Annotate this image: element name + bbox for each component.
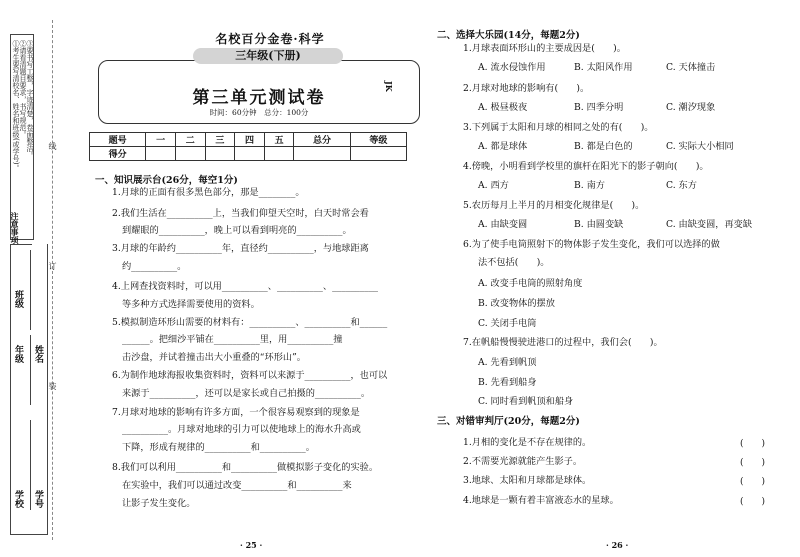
score-cell[interactable] — [264, 147, 294, 161]
s2-q5-option-a: A. 由缺变圆 — [478, 219, 528, 230]
s1-line: 3.月球的年龄约__________年，直径约__________，与地球距离 — [112, 243, 369, 254]
section3-title: 三、对错审判厅(20分，每题2分) — [437, 416, 580, 427]
score-header-cell: 二 — [175, 133, 205, 147]
score-cell[interactable] — [294, 147, 350, 161]
s2-q5-stem: 5.农历每月上半月的月相变化规律是( )。 — [463, 200, 645, 211]
s2-q6-stem-line1: 6.为了使手电筒照射下的物体影子发生变化，我们可以选择的做 — [463, 239, 720, 250]
s2-q2-option-b: B. 四季分明 — [574, 102, 624, 113]
s2-q3-stem: 3.下列属于太阳和月球的相同之处的有( )。 — [463, 122, 654, 133]
s3-item: 2.不需要光源就能产生影子。 — [463, 456, 583, 467]
score-cell[interactable] — [146, 147, 176, 161]
id-label: 学号 — [33, 490, 43, 508]
s2-q2-option-a: A. 极昼极夜 — [478, 102, 528, 113]
s1-line: 8.我们可以利用__________和__________做模拟影子变化的实验。 — [112, 462, 379, 473]
fold-mark-ding: 订 — [48, 262, 57, 270]
score-value-row — [90, 147, 407, 161]
score-header-row — [90, 133, 407, 147]
s2-q4-stem: 4.傍晚，小明看到学校里的旗杆在阳光下的影子朝向( )。 — [463, 161, 709, 172]
s1-line: 来源于__________，还可以是家长或自己拍摄的__________。 — [122, 388, 371, 399]
s2-q3-option-b: B. 都是白色的 — [574, 141, 633, 152]
s2-q4-option-b: B. 南方 — [574, 180, 605, 191]
binding-sidebar — [0, 0, 58, 557]
s2-q6-option-a: A. 改变手电筒的照射角度 — [478, 278, 583, 289]
s2-q2-option-c: C. 潮汐现象 — [666, 102, 716, 113]
time-score: 时间：60分钟 总分：100分 — [209, 108, 309, 117]
s1-line: 5.模拟制造环形山需要的材料有：__________、__________和______ — [112, 317, 388, 328]
class-label: 班级 — [13, 290, 23, 308]
s2-q7-option-a: A. 先看到帆顶 — [478, 357, 537, 368]
s2-q4-option-a: A. 西方 — [478, 180, 509, 191]
fold-mark-zhuang: 装 — [48, 382, 57, 390]
s2-q2-stem: 2.月球对地球的影响有( )。 — [463, 83, 590, 94]
score-cell[interactable] — [235, 147, 265, 161]
page-number-left: · 25 · — [240, 540, 263, 550]
s1-line: 在实验中，我们可以通过改变__________和__________来 — [122, 480, 352, 491]
notice-label: 注意事项 — [10, 212, 20, 244]
score-cell[interactable] — [350, 147, 406, 161]
grade-badge: 三年级(下册) — [193, 48, 343, 64]
s2-q1-option-b: B. 太阳风作用 — [574, 62, 633, 73]
title-box — [98, 60, 420, 124]
s3-answer-paren[interactable]: ( ) — [740, 497, 766, 507]
s2-q4-option-c: C. 东方 — [666, 180, 697, 191]
score-header-cell: 总分 — [294, 133, 350, 147]
score-header-cell: 四 — [235, 133, 265, 147]
s3-item: 4.地球是一颗有着丰富液态水的星球。 — [463, 495, 619, 506]
section1-title: 一、知识展示台(26分，每空1分) — [95, 175, 238, 186]
s2-q7-option-b: B. 先看到船身 — [478, 377, 537, 388]
s1-line: 6.为制作地球海报收集资料时，资料可以来源于__________，也可以 — [112, 370, 388, 381]
grade-label: 年级 — [13, 345, 23, 363]
s3-item: 3.地球、太阳和月球都是球体。 — [463, 475, 592, 486]
s1-line: 到耀眼的__________，晚上可以看到明亮的__________。 — [122, 225, 352, 236]
page-title: 第三单元测试卷 — [192, 88, 326, 108]
s1-line: 7.月球对地球的影响有许多方面，一个很容易观察到的现象是 — [112, 407, 360, 418]
s2-q6-stem-line2: 法不包括( )。 — [478, 257, 550, 268]
page-number-right: · 26 · — [606, 540, 629, 550]
name-label: 姓名 — [33, 345, 43, 363]
score-header-cell: 五 — [264, 133, 294, 147]
s1-line: 下降，形成有规律的__________和__________。 — [122, 442, 315, 453]
s1-line: 等多种方式选择需要使用的资料。 — [122, 299, 260, 310]
s1-line: 4.上网查找资料时，可以用__________、__________、__________ — [112, 281, 379, 292]
s2-q7-stem: 7.在帆船慢慢驶进港口的过程中，我们会( )。 — [463, 337, 663, 348]
score-header-cell: 一 — [146, 133, 176, 147]
notice-line-2: ②请看清题目要求，书写规范。 — [19, 40, 27, 138]
s1-line: 让影子发生变化。 — [122, 498, 196, 509]
fold-line — [52, 20, 53, 540]
s2-q1-option-c: C. 天体撞击 — [666, 62, 716, 73]
info-box — [10, 244, 48, 535]
notice-line-1: ①考生要写清校名、姓名和班级(或学号)。 — [12, 40, 20, 172]
s3-answer-paren[interactable]: ( ) — [740, 477, 766, 487]
s2-q1-stem: 1.月球表面环形山的主要成因是( )。 — [463, 43, 626, 54]
s3-answer-paren[interactable]: ( ) — [740, 458, 766, 468]
score-row-label: 得分 — [90, 147, 146, 161]
score-cell[interactable] — [175, 147, 205, 161]
s1-line: 击沙盘，并试着撞击出大小重叠的“环形山”。 — [122, 352, 306, 363]
s2-q3-option-a: A. 都是球体 — [478, 141, 528, 152]
school-label: 学校 — [13, 490, 23, 508]
section2-title: 二、选择大乐园(14分，每题2分) — [437, 30, 580, 41]
s2-q3-option-c: C. 实际大小相同 — [666, 141, 734, 152]
s1-line: 1.月球的正面有很多黑色部分，那是________。 — [112, 187, 305, 198]
score-header-cell: 题号 — [90, 133, 146, 147]
s1-line: __________。月球对地球的引力可以使地球上的海水升高或 — [122, 424, 361, 435]
s2-q5-option-b: B. 由圆变缺 — [574, 219, 624, 230]
s2-q7-option-c: C. 同时看到帆顶和船身 — [478, 396, 574, 407]
notice-line-3: ③要书写工整，字迹清楚，卷面整洁。 — [26, 40, 34, 159]
score-table — [89, 132, 407, 161]
score-header-cell: 三 — [205, 133, 235, 147]
score-cell[interactable] — [205, 147, 235, 161]
s3-answer-paren[interactable]: ( ) — [740, 439, 766, 449]
series-title: 名校百分金卷·科学 — [215, 32, 325, 46]
s1-line: 约__________。 — [122, 261, 187, 272]
s2-q6-option-c: C. 关闭手电筒 — [478, 318, 537, 329]
s2-q6-option-b: B. 改变物体的摆放 — [478, 298, 555, 309]
s2-q1-option-a: A. 流水侵蚀作用 — [478, 62, 546, 73]
edition-mark: JK — [384, 81, 394, 92]
s1-line: ______。把细沙平铺在__________里，用__________撞 — [122, 334, 343, 345]
fold-mark-xian: 线 — [48, 142, 57, 150]
s3-item: 1.月相的变化是不存在规律的。 — [463, 437, 592, 448]
s2-q5-option-c: C. 由缺变圆，再变缺 — [666, 219, 753, 230]
score-header-cell: 等级 — [350, 133, 406, 147]
s1-line: 2.我们生活在__________上，当我们仰望天空时，白天时常会看 — [112, 208, 369, 219]
